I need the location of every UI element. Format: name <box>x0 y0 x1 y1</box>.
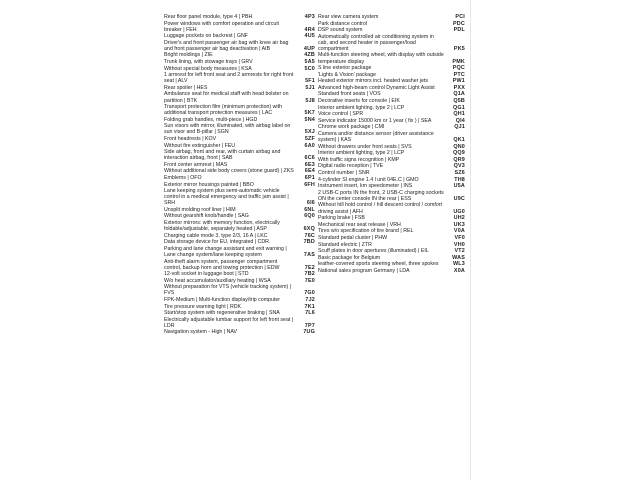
option-code: 6C6 <box>304 155 315 162</box>
option-row <box>164 33 316 39</box>
option-description: Heated exterior mirrors incl. heated washer jets <box>318 78 429 85</box>
option-description: Automatically controlled air conditioning system in cab, and second heater in passenger/load compartment <box>318 33 434 52</box>
option-row <box>164 297 316 303</box>
option-code: Q5B <box>453 98 465 105</box>
option-description: Scuff plates in door apertures (illuminated) | EIL <box>318 248 429 255</box>
option-code: 7BD <box>303 239 315 246</box>
option-row <box>318 85 466 91</box>
option-description: S line exterior package <box>318 65 372 72</box>
option-description: 'Lights & Vision' package <box>318 71 376 78</box>
option-code: 7L6 <box>305 310 315 317</box>
option-code: WL3 <box>453 261 465 268</box>
option-row <box>164 117 316 123</box>
option-code: V0A <box>453 228 465 235</box>
option-row <box>164 246 316 258</box>
option-row <box>164 271 316 277</box>
option-row <box>164 149 316 161</box>
option-code: 5F1 <box>305 78 315 85</box>
option-description: Tires w/o specification of tire brand | REL <box>318 228 414 235</box>
option-code: 4R4 <box>304 26 315 33</box>
option-code: PXX <box>453 84 465 91</box>
option-row <box>164 259 316 271</box>
option-row <box>164 66 316 72</box>
option-row <box>318 183 466 189</box>
option-description: Transport protection film (minimum protection) with additional transport protection measures | LAC <box>164 104 282 117</box>
option-description: Sun visors with mirror, illuminated, with airbag label on sun visor and B-pillar | SGN <box>164 123 291 136</box>
option-code: 5K7 <box>304 110 315 117</box>
option-description: Side airbag, front and rear, with curtain airbag and interaction airbag, front | SAB <box>164 149 281 162</box>
option-description: Emblems | OFO <box>164 175 202 182</box>
option-code: 7UG <box>303 329 315 336</box>
option-description: Ambulance seat for medical staff with head bolster on partition | BTK <box>164 91 289 104</box>
option-row <box>164 72 316 84</box>
option-description: Without drawers under front seats | SVS <box>318 143 412 150</box>
option-code: 4UP <box>303 45 315 52</box>
option-row <box>318 98 466 104</box>
option-description: Driver's and front passenger air bag with knee air bag and front passenger air bag deactivation | AIB <box>164 39 289 52</box>
option-row <box>318 255 466 261</box>
option-code: PDC <box>453 20 465 27</box>
option-row <box>164 123 316 135</box>
option-description: Chrome work package | CMI <box>318 124 385 131</box>
option-code: QH1 <box>453 111 465 118</box>
option-description: Interior ambient lighting, type 2 | LCP <box>318 150 405 157</box>
option-description: Without gearshift knob/handle | SAG <box>164 213 249 220</box>
option-code: TH8 <box>454 176 465 183</box>
option-code: QJ1 <box>454 124 465 131</box>
option-code: 7E2 <box>304 264 315 271</box>
option-description: Lane keeping system plus semi-automatic vehicle control in a medical emergency and traffic jam assist | SRH <box>164 188 289 207</box>
option-row <box>318 242 466 248</box>
option-description: Tire pressure warning light | RDK <box>164 303 242 310</box>
option-code: 5J1 <box>305 84 315 91</box>
option-row <box>164 14 316 20</box>
option-description: Standard electric | ZTR <box>318 241 372 248</box>
option-row <box>164 59 316 65</box>
option-description: Basic package for Belgium <box>318 254 381 261</box>
option-row <box>164 136 316 142</box>
option-code: 5J8 <box>305 97 315 104</box>
option-row <box>318 170 466 176</box>
option-code: PDL <box>453 27 465 34</box>
option-row <box>164 52 316 58</box>
option-description: Without additional side body covers (stone guard) | ZKS <box>164 168 294 175</box>
option-code: 6I6 <box>306 200 315 207</box>
option-row <box>318 21 466 27</box>
option-description: 1 armrest for left front seat and 2 armrests for right front seat | ALV <box>164 72 294 85</box>
option-description: Parking brake | FSB <box>318 215 365 222</box>
option-row <box>318 27 466 33</box>
left-option-column <box>164 14 316 336</box>
option-row <box>318 157 466 163</box>
option-row <box>318 144 466 150</box>
option-code: 6A0 <box>304 142 315 149</box>
option-code: PTC <box>453 71 465 78</box>
option-row <box>164 91 316 103</box>
option-row <box>164 329 316 335</box>
option-row <box>164 304 316 310</box>
option-row <box>318 248 466 254</box>
option-description: DSP sound system <box>318 27 363 34</box>
option-description: Decorative inserts for console | EIK <box>318 98 400 105</box>
option-row <box>318 91 466 97</box>
option-description: Instrument insert, km speedometer | INS <box>318 183 413 190</box>
option-description: Front center armrest | MAS <box>164 161 228 168</box>
option-description: W/o heat accumulator/auxiliary heating | WSA <box>164 277 271 284</box>
option-description: Navigation system - High | NAV <box>164 329 238 336</box>
option-description: Front headrests | KOV <box>164 136 217 142</box>
option-row <box>318 34 466 52</box>
option-row <box>164 143 316 149</box>
option-code: QK1 <box>453 137 465 144</box>
option-code: 7G0 <box>304 290 315 297</box>
option-code: VF0 <box>454 234 465 241</box>
option-description: Rear floor panel module, type 4 | PBH <box>164 14 253 20</box>
option-code: 6E3 <box>304 161 315 168</box>
option-description: Parking and lane change assistant and exit warning | Lane change system/lane keeping system <box>164 245 287 258</box>
option-description: Digital radio reception | TVE <box>318 163 384 170</box>
option-description: Mechanical rear seat release | VRH <box>318 221 401 228</box>
option-code: 4U5 <box>304 33 315 40</box>
option-row <box>318 118 466 124</box>
option-row <box>318 14 466 20</box>
option-code: 7P7 <box>304 322 315 329</box>
option-description: Service indicator 15000 km or 1 year ( fix ) | SEA <box>318 117 432 124</box>
option-row <box>318 72 466 78</box>
option-description: Without preparation for VTS (vehicle tracking system) | FVS <box>164 284 292 297</box>
option-description: Exterior mirror housings painted | BBO <box>164 181 254 188</box>
option-code: 4P3 <box>304 14 315 20</box>
option-row <box>318 190 466 202</box>
option-code: 6XQ <box>303 226 315 233</box>
option-description: Park distance control <box>318 20 368 27</box>
option-row <box>164 207 316 213</box>
option-row <box>318 124 466 130</box>
option-code: PCI <box>455 14 465 20</box>
option-code: QV3 <box>453 163 465 170</box>
option-code: VH0 <box>453 241 465 248</box>
option-code: VT2 <box>454 248 465 255</box>
option-row <box>318 131 466 143</box>
option-code: PW1 <box>452 78 465 85</box>
option-row <box>318 150 466 156</box>
option-row <box>164 239 316 245</box>
option-code: UK3 <box>453 221 465 228</box>
option-description: Without fire extinguisher | FEU <box>164 142 236 149</box>
right-option-column <box>318 14 466 274</box>
option-row <box>318 65 466 71</box>
option-row <box>164 40 316 52</box>
option-row <box>164 162 316 168</box>
option-description: Control number | SNR <box>318 170 370 177</box>
option-description: Bright moldings | ZIE <box>164 52 213 59</box>
option-code: U5A <box>453 183 465 190</box>
option-row <box>318 261 466 267</box>
option-description: 4-cylinder SI engine 1.4 l unit 04E.C | GMO <box>318 176 419 183</box>
option-description: FPK-Medium | Multi-function display/trip computer <box>164 297 281 304</box>
option-code: 7AS <box>303 251 315 258</box>
option-description: Exterior mirrors: with memory function, electrically foldable/adjustable, separately heated | ASP <box>164 220 280 233</box>
option-description: Folding grab handles, multi-piece | HGD <box>164 116 258 123</box>
option-code: SZ6 <box>454 170 465 177</box>
option-row <box>164 85 316 91</box>
option-row <box>164 188 316 206</box>
option-code: 6NL <box>304 206 315 213</box>
option-description: Voice control | SPR <box>318 111 364 118</box>
option-code: 5N4 <box>304 116 315 123</box>
option-code: 5C0 <box>304 65 315 72</box>
option-description: Trunk lining, with stowage trays | GRV <box>164 59 253 66</box>
option-code: QN0 <box>453 143 465 150</box>
option-code: 7K1 <box>304 303 315 310</box>
option-description: Interior ambient lighting, type 2 | LCP <box>318 104 405 111</box>
option-row <box>318 215 466 221</box>
option-description: 2 USB-C ports IN the front, 2 USB-C charging sockets ON the center console IN the rear | ESS <box>318 189 444 202</box>
option-row <box>318 105 466 111</box>
option-row <box>318 111 466 117</box>
option-description: Without hill hold control / hill descent control / comfort driving assist | AFH <box>318 202 443 215</box>
option-row <box>164 168 316 174</box>
option-description: Data storage device for EU, integrated | CDR <box>164 239 269 246</box>
option-description: Standard pedal cluster | PHW <box>318 234 388 241</box>
option-row <box>164 213 316 219</box>
option-row <box>318 202 466 214</box>
option-code: QQ9 <box>453 150 465 157</box>
option-code: 5XJ <box>304 129 315 136</box>
option-code: 5A5 <box>304 59 315 66</box>
option-row <box>164 310 316 316</box>
option-description: National sales program Germany | LDA <box>318 267 410 274</box>
option-description: Anti-theft alarm system, passenger compartment control, backup horn and towing protection | EDW <box>164 258 280 271</box>
option-code: PK5 <box>453 45 465 52</box>
option-code: X0A <box>453 267 465 274</box>
option-code: UG0 <box>453 208 465 215</box>
option-description: Power windows with comfort operation and circuit breaker | FEH <box>164 20 279 33</box>
option-description: Multi-function steering wheel, with display with outside temperature display <box>318 52 444 65</box>
page-divider <box>470 0 471 480</box>
option-row <box>164 278 316 284</box>
option-code: UH2 <box>453 215 465 222</box>
option-code: WAS <box>452 254 465 261</box>
option-code: 7J2 <box>305 297 315 304</box>
option-description: Luggage pockets on backrest | GNF <box>164 33 248 40</box>
option-row <box>318 268 466 274</box>
option-code: Q1A <box>453 91 465 98</box>
option-row <box>164 182 316 188</box>
option-row <box>164 284 316 296</box>
option-row <box>318 163 466 169</box>
option-description: Rear view camera system <box>318 14 379 20</box>
option-code: U9C <box>453 195 465 202</box>
option-row <box>164 104 316 116</box>
option-code: 6P1 <box>304 175 315 182</box>
option-code: 7B2 <box>304 271 315 278</box>
option-code: 4ZB <box>304 52 315 59</box>
option-row <box>164 175 316 181</box>
option-code: 7E0 <box>304 277 315 284</box>
option-description: Electrically adjustable lumbar support for left front seat | LDR <box>164 316 294 329</box>
option-code: 5ZF <box>304 136 315 142</box>
option-row <box>164 317 316 329</box>
option-description: Charging cable mode 3, type 2/3, 16 A | LKC <box>164 232 268 239</box>
option-code: 6FH <box>304 181 315 188</box>
option-row <box>164 21 316 33</box>
option-description: Standard front seats | VOS <box>318 91 381 98</box>
option-description: With traffic signs recognition | KMP <box>318 156 400 163</box>
option-code: QG1 <box>453 104 465 111</box>
option-code: PMK <box>452 58 465 65</box>
option-code: 6Q0 <box>304 213 315 220</box>
option-description: Rear spoiler | HES <box>164 84 208 91</box>
option-row <box>318 78 466 84</box>
option-row <box>318 52 466 64</box>
option-row <box>164 220 316 232</box>
option-description: Start/stop system with regenerative braking | SNA <box>164 310 280 317</box>
option-row <box>318 235 466 241</box>
option-description: Unsplit molding roof liner | HIM <box>164 206 236 213</box>
option-code: 6E4 <box>304 168 315 175</box>
option-description: Advanced high-beam control Dynamic Light Assist <box>318 84 435 91</box>
option-code: 76C <box>304 232 315 239</box>
option-code: PQC <box>452 65 465 72</box>
option-description: 12-volt socket in luggage boot | STD <box>164 271 249 278</box>
option-description: leather-covered sports steering wheel, three spokes <box>318 261 439 268</box>
option-description: Without special body measures | KSA <box>164 65 252 72</box>
option-row <box>318 222 466 228</box>
option-code: QR9 <box>453 156 465 163</box>
option-description: Camera and/or distance sensor (driver assistance system) | KAS <box>318 131 434 144</box>
option-row <box>318 228 466 234</box>
option-code: QI4 <box>455 117 465 124</box>
option-row <box>164 233 316 239</box>
option-row <box>318 177 466 183</box>
